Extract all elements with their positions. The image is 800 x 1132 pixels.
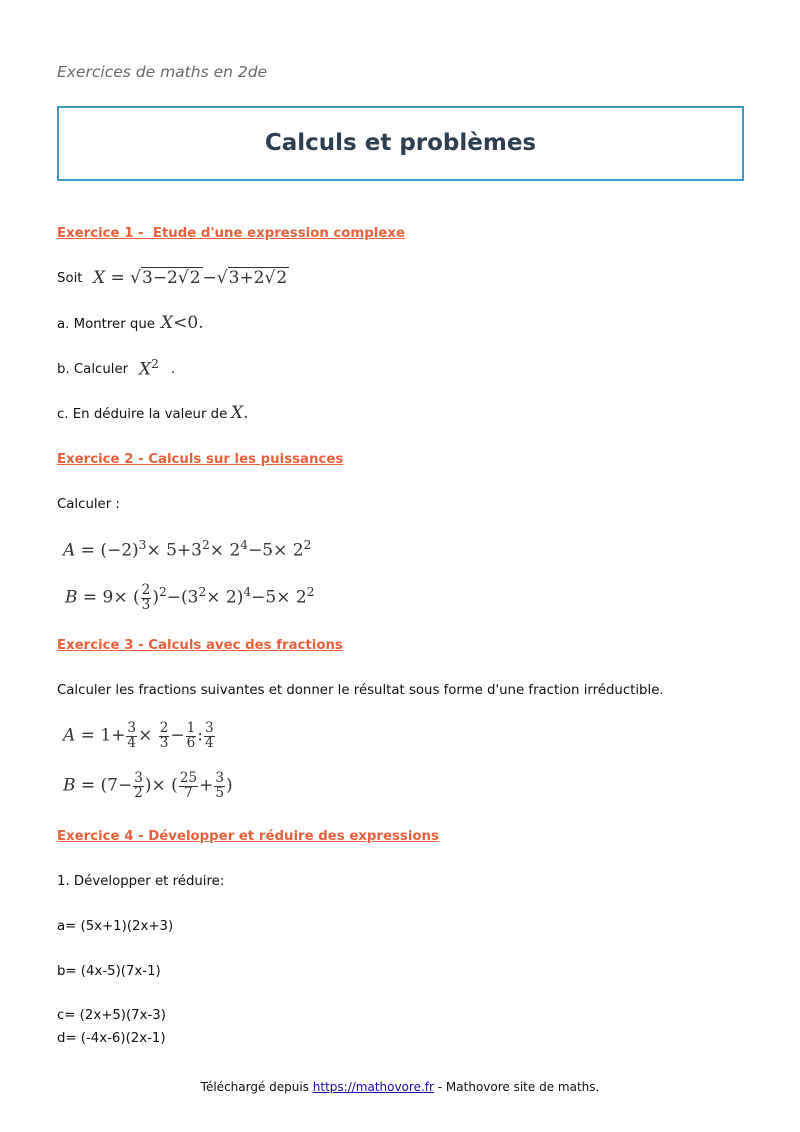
ex1-question-a: a. Montrer que: [57, 317, 155, 332]
footer-link[interactable]: https://mathovore.fr: [312, 1080, 434, 1094]
exercise-1-title: Exercice 1 - Etude d'une expression complexe: [57, 226, 405, 241]
exercise-2-title: Exercice 2 - Calculs sur les puissances: [57, 452, 344, 467]
ex1-x-symbol: X.: [231, 403, 249, 423]
ex2-intro: Calculer :: [57, 497, 120, 512]
ex4-item-d: d= (-4x-6)(2x-1): [57, 1031, 166, 1046]
title-box: [57, 106, 744, 181]
ex1-expression-x: X = √3−2√2 −√3+2√2: [93, 268, 288, 288]
ex1-question-b-period: .: [171, 362, 176, 377]
footer-suffix: - Mathovore site de maths.: [433, 1080, 600, 1094]
ex4-intro: 1. Développer et réduire:: [57, 874, 225, 889]
ex3-intro: Calculer les fractions suivantes et donner le résultat sous forme d'une fraction irréductible.: [57, 683, 664, 698]
exercise-4-title: Exercice 4 - Développer et réduire des expressions: [57, 829, 439, 844]
ex3-expression-b: B = (7− $\frac{3}{2}$ )× ( $\frac{25}{7}$ + $\frac{3}{5}$ ): [63, 770, 233, 801]
footer: [0, 1080, 800, 1094]
ex3-expression-a: A = 1+ $\frac{3}{4}$ × $\frac{2}{3}$ − $\frac{1}{6}$ : $\frac{3}{4}$: [63, 720, 214, 751]
footer-prefix: Téléchargé depuis: [200, 1080, 313, 1094]
ex1-question-c: c. En déduire la valeur de: [57, 407, 228, 422]
ex1-question-b: b. Calculer: [57, 362, 129, 377]
exercise-3-title: Exercice 3 - Calculs avec des fractions: [57, 638, 343, 653]
ex4-item-c: c= (2x+5)(7x-3): [57, 1008, 166, 1023]
ex4-item-b: b= (4x-5)(7x-1): [57, 964, 161, 979]
ex1-x-squared: $X^2$: [139, 357, 159, 380]
ex2-expression-a: $A = (-2)^3\times 5+3^2\times 2^4-5\times 2^2$: [63, 538, 312, 561]
ex4-item-a: a= (5x+1)(2x+3): [57, 919, 174, 934]
ex1-inequality: X<0.: [161, 313, 204, 333]
ex1-soit-text: Soit: [57, 271, 83, 286]
page-subtitle: Exercices de maths en 2de: [57, 63, 268, 81]
page-title: Calculs et problèmes: [264, 130, 537, 156]
ex2-expression-b: B = 9× ( $\frac{2}{3}$ )$^2-(3^2\times 2)^4-5\times 2^2$: [65, 582, 315, 613]
